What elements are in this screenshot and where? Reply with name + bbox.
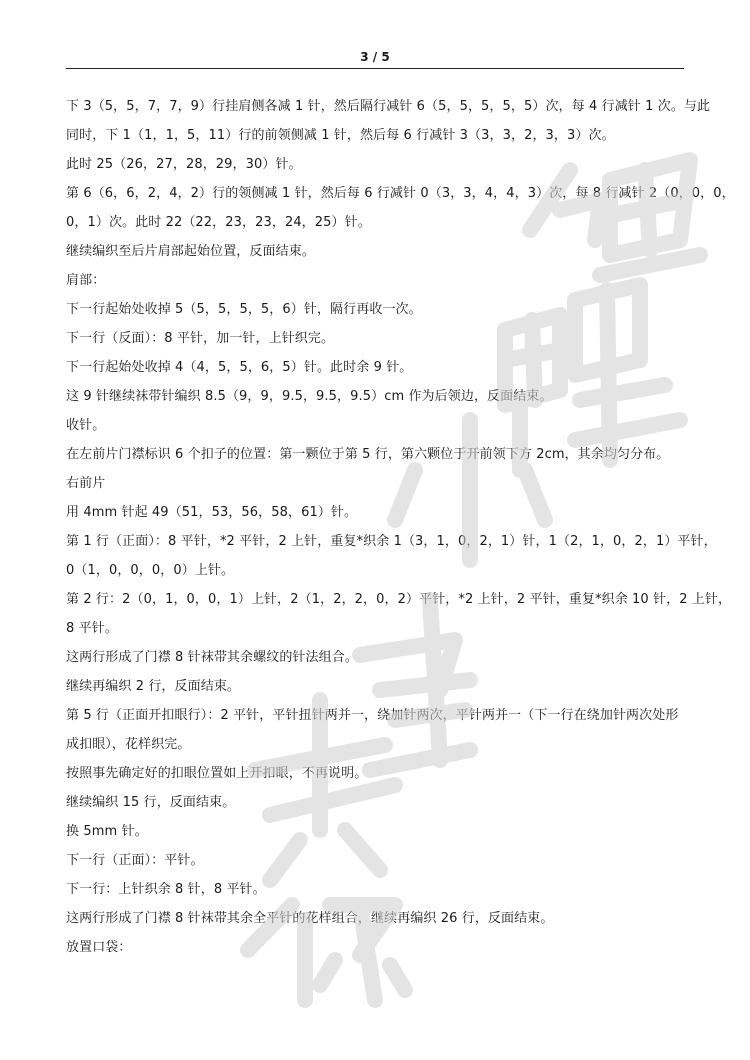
text-line: 按照事先确定好的扣眼位置如上开扣眼，不再说明。	[66, 766, 368, 781]
text-line: 第 6（6，6，2，4，2）行的领侧减 1 针，然后每 6 行减针 0（3，3，4，4，3）次，每 8 行减针 2（0，0，0，	[66, 186, 735, 201]
text-line: 继续编织至后片肩部起始位置，反面结束。	[66, 244, 315, 259]
text-line: 用 4mm 针起 49（51，53，56，58，61）针。	[66, 505, 358, 520]
text-line: 下一行（正面）：平针。	[66, 853, 204, 868]
section-heading-right-front: 右前片	[66, 476, 106, 491]
text-line: 这两行形成了门襟 8 针袜带其余全平针的花样组合，继续再编织 26 行，反面结束。	[66, 911, 554, 926]
text-line: 换 5mm 针。	[66, 824, 148, 839]
header-rule	[66, 68, 684, 69]
text-line: 第 2 行：2（0，1，0，0，1）上针，2（1，2，2，0，2）平针，*2 上针，2 平针，重复*织余 10 针，2 上针，	[66, 592, 732, 607]
text-line: 继续编织 15 行，反面结束。	[66, 795, 236, 810]
document-body	[66, 92, 735, 962]
section-heading-pocket: 放置口袋：	[66, 940, 132, 955]
text-line: 第 1 行（正面）：8 平针，*2 平针，2 上针，重复*织余 1（3，1，0，2，1）针，1（2，1，0，2，1）平针，	[66, 534, 717, 549]
text-line: 同时，下 1（1，1，5，11）行的前领侧减 1 针，然后每 6 行减针 3（3，3，2，3，3）次。	[66, 128, 615, 143]
text-line: 下一行起始处收掉 4（4，5，5，6，5）针。此时余 9 针。	[66, 360, 413, 375]
text-line: 0（1，0，0，0，0）上针。	[66, 563, 235, 578]
text-line: 这 9 针继续袜带针编织 8.5（9，9，9.5，9.5，9.5）cm 作为后领边，反面结束。	[66, 389, 553, 404]
text-line: 此时 25（26，27，28，29，30）针。	[66, 157, 302, 172]
text-line: 成扣眼），花样织完。	[66, 737, 191, 752]
text-line: 下 3（5，5，7，7，9）行挂肩侧各减 1 针，然后隔行减针 6（5，5，5，5，5）次，每 4 行减针 1 次。与此	[66, 99, 711, 114]
text-line: 下一行（反面）：8 平针，加一针，上针织完。	[66, 331, 335, 346]
text-line: 第 5 行（正面开扣眼行）：2 平针，平针扭针两并一，绕加针两次，平针两并一（下一行在绕加针两次处形	[66, 708, 679, 723]
text-line: 下一行起始处收掉 5（5，5，5，5，6）针，隔行再收一次。	[66, 302, 422, 317]
text-line: 8 平针。	[66, 621, 118, 636]
text-line: 收针。	[66, 418, 106, 433]
text-line: 在左前片门襟标识 6 个扣子的位置：第一颗位于第 5 行，第六颗位于开前领下方 2cm，其余均匀分布。	[66, 447, 670, 462]
text-line: 这两行形成了门襟 8 针袜带其余螺纹的针法组合。	[66, 650, 358, 665]
text-line: 下一行：上针织余 8 针，8 平针。	[66, 882, 266, 897]
text-line: 0，1）次。此时 22（22，23，23，24，25）针。	[66, 215, 371, 230]
page-number: 3 / 5	[360, 50, 390, 64]
text-line: 继续再编织 2 行，反面结束。	[66, 679, 241, 694]
section-heading-shoulder: 肩部：	[66, 273, 106, 288]
